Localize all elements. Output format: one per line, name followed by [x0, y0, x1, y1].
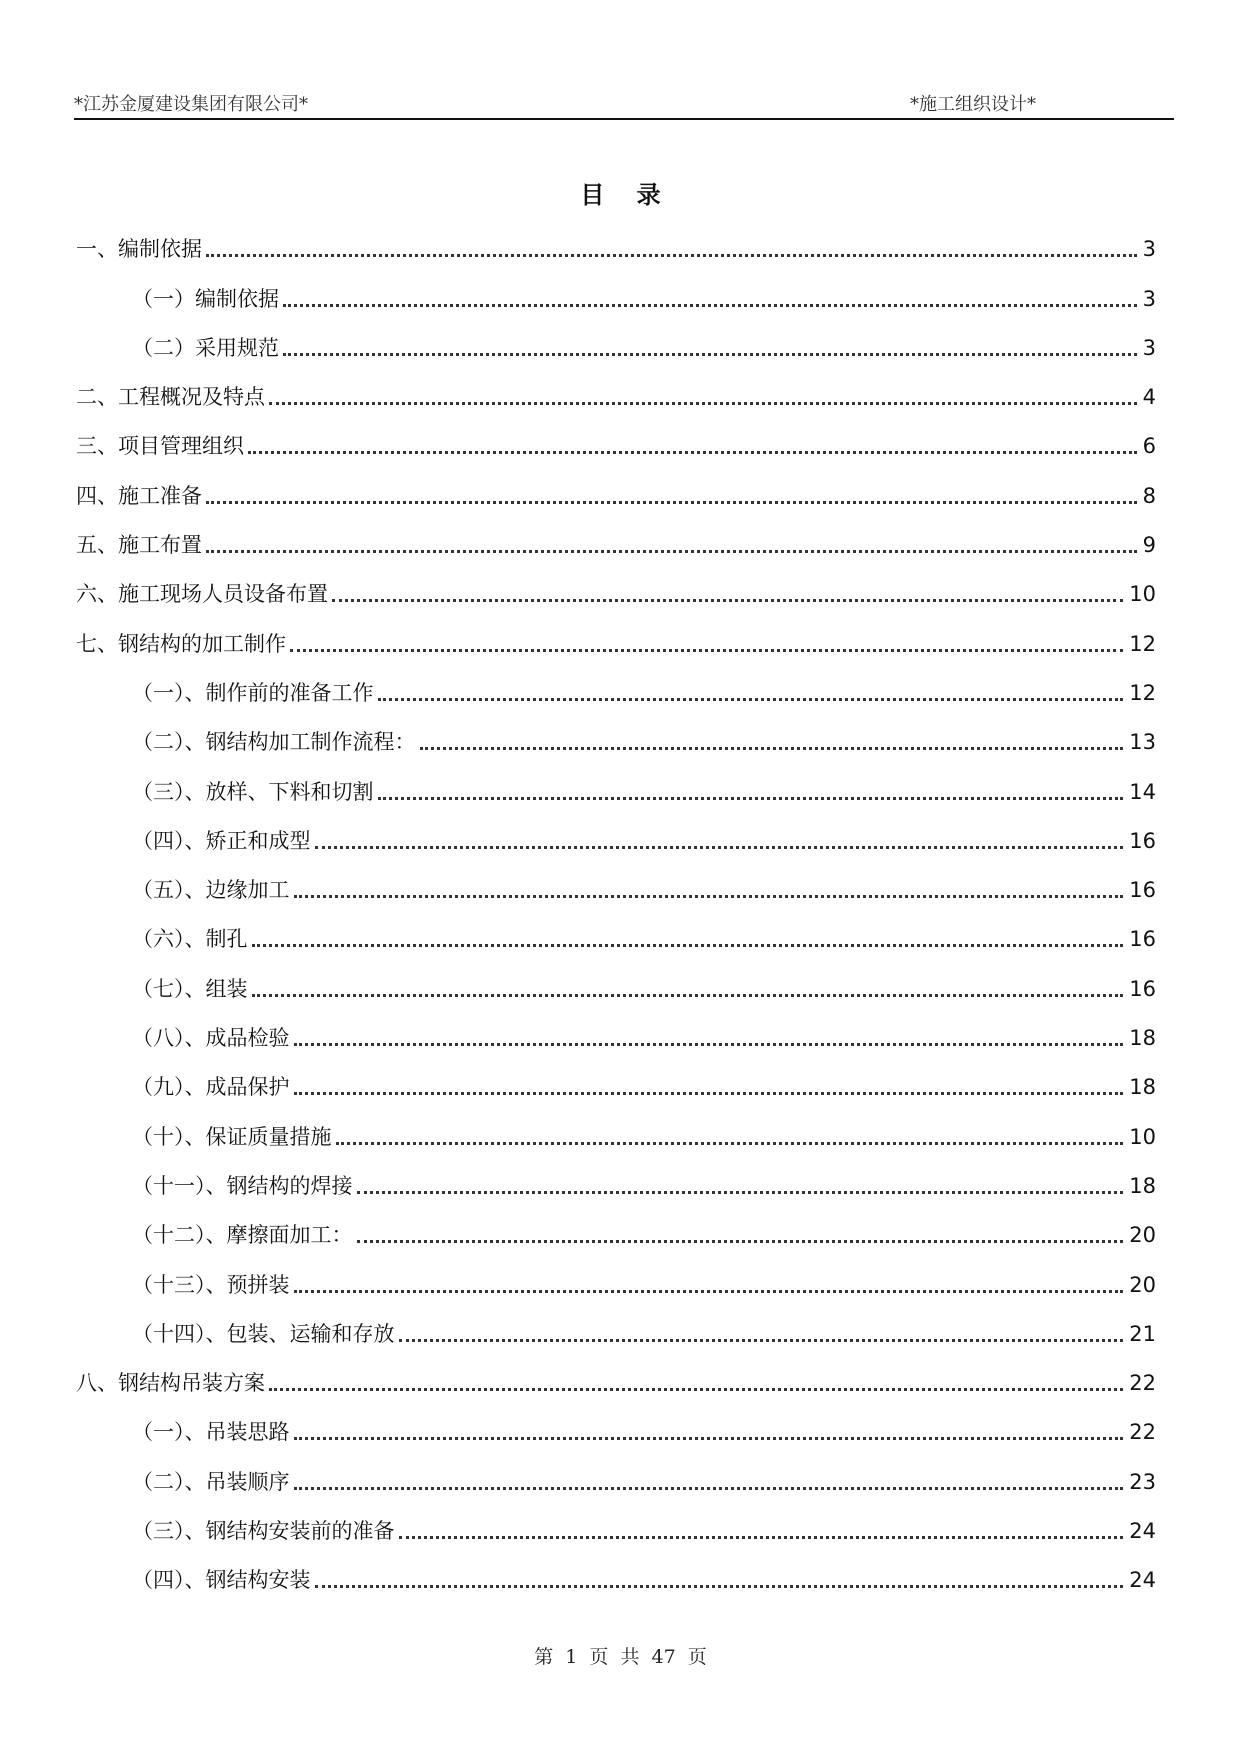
toc-entry[interactable]: [76, 1553, 1156, 1602]
toc-dot-leader: [332, 599, 1123, 602]
toc-entry[interactable]: [76, 1307, 1156, 1356]
toc-entry-page: 23: [1129, 1469, 1156, 1494]
header-company: *江苏金厦建设集团有限公司*: [74, 94, 308, 115]
toc-entry[interactable]: [76, 1504, 1156, 1553]
toc-entry[interactable]: [76, 419, 1156, 468]
toc-entry-label: （一）编制依据: [132, 286, 279, 311]
toc-entry-page: 16: [1129, 878, 1156, 903]
toc-entry[interactable]: [76, 1109, 1156, 1158]
toc-dot-leader: [252, 944, 1124, 947]
toc-dot-leader: [290, 649, 1123, 652]
toc-dot-leader: [248, 451, 1137, 454]
toc-dot-leader: [283, 304, 1137, 307]
toc-dot-leader: [315, 846, 1124, 849]
toc-entry-page: 20: [1129, 1272, 1156, 1297]
toc-entry-page: 3: [1142, 237, 1156, 262]
toc-entry-page: 18: [1129, 1026, 1156, 1051]
toc-entry-page: 14: [1129, 779, 1156, 804]
toc-entry-label: 七、钢结构的加工制作: [76, 631, 286, 656]
toc-dot-leader: [294, 1487, 1124, 1490]
toc-dot-leader: [378, 797, 1124, 800]
toc-entry-label: （二）、吊装顺序: [132, 1469, 290, 1494]
toc-entry[interactable]: [76, 666, 1156, 715]
toc-entry-page: 4: [1142, 385, 1156, 410]
toc-entry-page: 22: [1129, 1420, 1156, 1445]
toc-entry-page: 24: [1129, 1519, 1156, 1544]
toc-entry[interactable]: [76, 567, 1156, 616]
table-of-contents: [76, 222, 1156, 1602]
header-doc-type: *施工组织设计*: [910, 94, 1036, 115]
toc-dot-leader: [269, 402, 1137, 405]
toc-entry[interactable]: [76, 1356, 1156, 1405]
toc-entry-label: 二、工程概况及特点: [76, 385, 265, 410]
toc-entry-label: 六、施工现场人员设备布置: [76, 582, 328, 607]
toc-entry[interactable]: [76, 1060, 1156, 1109]
page-header: [74, 88, 1174, 120]
toc-entry[interactable]: [76, 814, 1156, 863]
toc-entry-page: 12: [1129, 631, 1156, 656]
toc-dot-leader: [357, 1191, 1124, 1194]
toc-entry-label: （七）、组装: [132, 976, 248, 1001]
toc-entry-label: （六）、制孔: [132, 927, 248, 952]
toc-entry-label: （一）、制作前的准备工作: [132, 680, 374, 705]
toc-entry-label: （四）、钢结构安装: [132, 1568, 311, 1593]
toc-dot-leader: [294, 1092, 1124, 1095]
toc-entry-page: 9: [1142, 533, 1156, 558]
toc-dot-leader: [336, 1142, 1124, 1145]
toc-entry-label: （二）、钢结构加工制作流程：: [132, 730, 416, 755]
toc-entry-page: 21: [1129, 1321, 1156, 1346]
toc-entry[interactable]: [76, 1257, 1156, 1306]
toc-entry[interactable]: [76, 1454, 1156, 1503]
toc-entry-page: 3: [1142, 335, 1156, 360]
toc-entry-page: 10: [1129, 1124, 1156, 1149]
toc-dot-leader: [294, 1437, 1124, 1440]
toc-entry[interactable]: [76, 961, 1156, 1010]
toc-entry[interactable]: [76, 271, 1156, 320]
toc-dot-leader: [283, 353, 1137, 356]
toc-entry[interactable]: [76, 616, 1156, 665]
toc-entry[interactable]: [76, 222, 1156, 271]
toc-dot-leader: [206, 550, 1137, 553]
toc-title: 目 录: [580, 181, 673, 209]
toc-entry-page: 3: [1142, 286, 1156, 311]
toc-entry-page: 13: [1129, 730, 1156, 755]
toc-entry-label: （一）、吊装思路: [132, 1420, 290, 1445]
toc-dot-leader: [206, 254, 1137, 257]
toc-dot-leader: [399, 1536, 1124, 1539]
toc-entry-label: 八、钢结构吊装方案: [76, 1371, 265, 1396]
toc-entry[interactable]: [76, 863, 1156, 912]
toc-entry-label: 四、施工准备: [76, 483, 202, 508]
toc-dot-leader: [399, 1339, 1124, 1342]
toc-entry-page: 8: [1142, 483, 1156, 508]
toc-entry-label: （十三）、预拼装: [132, 1272, 290, 1297]
toc-entry-label: 一、编制依据: [76, 237, 202, 262]
toc-entry-page: 6: [1142, 434, 1156, 459]
toc-entry[interactable]: [76, 370, 1156, 419]
toc-dot-leader: [294, 895, 1124, 898]
toc-entry-label: （九）、成品保护: [132, 1075, 290, 1100]
toc-entry-page: 18: [1129, 1075, 1156, 1100]
toc-entry-page: 16: [1129, 828, 1156, 853]
toc-entry-page: 10: [1129, 582, 1156, 607]
toc-entry[interactable]: [76, 1159, 1156, 1208]
toc-entry-page: 12: [1129, 680, 1156, 705]
toc-entry-label: （四）、矫正和成型: [132, 828, 311, 853]
toc-entry-label: （十）、保证质量措施: [132, 1124, 332, 1149]
page-footer: 第 1 页 共 47 页: [534, 1646, 707, 1668]
toc-entry-label: （八）、成品检验: [132, 1026, 290, 1051]
toc-entry-page: 18: [1129, 1173, 1156, 1198]
toc-entry-label: 五、施工布置: [76, 533, 202, 558]
toc-entry-label: （十四）、包装、运输和存放: [132, 1321, 395, 1346]
toc-dot-leader: [252, 994, 1124, 997]
toc-entry-page: 16: [1129, 976, 1156, 1001]
toc-entry[interactable]: [76, 1011, 1156, 1060]
toc-entry-label: （二）采用规范: [132, 335, 279, 360]
toc-dot-leader: [294, 1290, 1124, 1293]
toc-entry[interactable]: [76, 764, 1156, 813]
toc-entry[interactable]: [76, 912, 1156, 961]
toc-entry-page: 16: [1129, 927, 1156, 952]
toc-entry-label: （十二）、摩擦面加工：: [132, 1223, 353, 1248]
toc-entry-page: 20: [1129, 1223, 1156, 1248]
toc-entry[interactable]: [76, 1208, 1156, 1257]
toc-dot-leader: [269, 1388, 1123, 1391]
toc-dot-leader: [420, 747, 1124, 750]
toc-entry-label: （三）、放样、下料和切割: [132, 779, 374, 804]
toc-entry-label: （十一）、钢结构的焊接: [132, 1173, 353, 1198]
toc-entry-label: （五）、边缘加工: [132, 878, 290, 903]
toc-entry-page: 22: [1129, 1371, 1156, 1396]
toc-dot-leader: [378, 698, 1124, 701]
toc-dot-leader: [315, 1585, 1124, 1588]
toc-entry-label: 三、项目管理组织: [76, 434, 244, 459]
toc-dot-leader: [206, 501, 1137, 504]
toc-dot-leader: [294, 1043, 1124, 1046]
toc-entry[interactable]: [76, 715, 1156, 764]
toc-dot-leader: [357, 1240, 1124, 1243]
toc-entry-label: （三）、钢结构安装前的准备: [132, 1519, 395, 1544]
toc-entry[interactable]: [76, 1405, 1156, 1454]
toc-entry[interactable]: [76, 468, 1156, 517]
toc-entry[interactable]: [76, 518, 1156, 567]
toc-entry-page: 24: [1129, 1568, 1156, 1593]
toc-entry[interactable]: [76, 321, 1156, 370]
